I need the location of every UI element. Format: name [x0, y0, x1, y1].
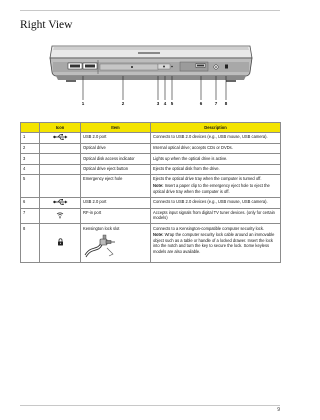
row-description: Connects to a Kensington-compatible computer security lock.: [153, 225, 265, 231]
row-item: USB 2.0 port: [81, 197, 151, 208]
page-number: 9: [277, 407, 280, 413]
row-item: USB 2.0 port: [81, 133, 151, 144]
note-label: Note:: [153, 232, 164, 238]
row-description: Connects to USB 2.0 devices (e.g., USB mouse, USB camera).: [153, 134, 268, 140]
table-row: [21, 174, 281, 197]
callout-5: 5: [170, 101, 174, 106]
note-text: Wrap the computer security lock cable around an immovable object such as a table or handle of a locked drawer. Insert the lock into the notch and turn the key to secure the lock. Some keyless models are also available.: [153, 232, 275, 254]
header-icon: Icon: [40, 123, 81, 133]
header-description: Description: [151, 123, 281, 133]
row-description: Accepts input signals from digital TV tuner devices. (only for certain models): [153, 209, 275, 221]
callout-numbers: [46, 76, 256, 110]
row-number: 7: [21, 208, 40, 224]
row-description: Lights up when the optical drive is active.: [153, 155, 228, 161]
row-item: Optical disk access indicator: [81, 154, 151, 164]
row-number: 2: [21, 144, 40, 154]
usb-icon: [53, 134, 68, 140]
header-num: [21, 123, 40, 133]
lock-icon: [57, 238, 64, 246]
header-rule: [20, 10, 280, 11]
row-number: 4: [21, 164, 40, 174]
callout-6: 6: [199, 101, 203, 106]
table-row: [21, 224, 281, 262]
row-description: Ejects the optical disk from the drive.: [153, 165, 220, 171]
row-number: 1: [21, 133, 40, 144]
table-row: [21, 197, 281, 208]
row-description: Ejects the optical drive tray when the computer is turned off.: [153, 176, 262, 182]
row-number: 8: [21, 224, 40, 262]
row-number: 6: [21, 197, 40, 208]
ports-table: [20, 122, 281, 263]
row-item: Emergency eject hole: [81, 174, 151, 197]
usb-icon: [53, 199, 68, 205]
callout-4: 4: [163, 101, 167, 106]
note-text: Insert a paper clip to the emergency eject hole to eject the optical drive tray when the computer is off.: [153, 183, 270, 194]
header-item: Item: [81, 123, 151, 133]
table-row: [21, 144, 281, 154]
table-header-row: [21, 123, 281, 133]
row-item: Optical drive: [81, 144, 151, 154]
page-title: Right View: [20, 19, 73, 31]
row-item: Kensington lock slot: [83, 225, 120, 231]
row-item: RF-in port: [81, 208, 151, 224]
row-number: 5: [21, 174, 40, 197]
callout-2: 2: [121, 101, 125, 106]
rf-in-icon: [56, 211, 64, 219]
table-row: [21, 164, 281, 174]
row-description: Connects to USB 2.0 devices (e.g., USB mouse, USB camera).: [153, 198, 268, 204]
callout-3: 3: [156, 101, 160, 106]
callout-1: 1: [81, 101, 85, 106]
note-label: Note:: [153, 183, 164, 189]
row-number: 3: [21, 154, 40, 164]
callout-8: 8: [224, 101, 228, 106]
row-item: Optical drive eject button: [81, 164, 151, 174]
kensington-lock-illustration: [83, 233, 117, 259]
table-row: [21, 154, 281, 164]
row-description: Internal optical drive; accepts CDs or DVDs.: [153, 145, 233, 151]
footer-rule: [20, 405, 280, 406]
table-row: [21, 133, 281, 144]
callout-7: 7: [214, 101, 218, 106]
table-row: [21, 208, 281, 224]
